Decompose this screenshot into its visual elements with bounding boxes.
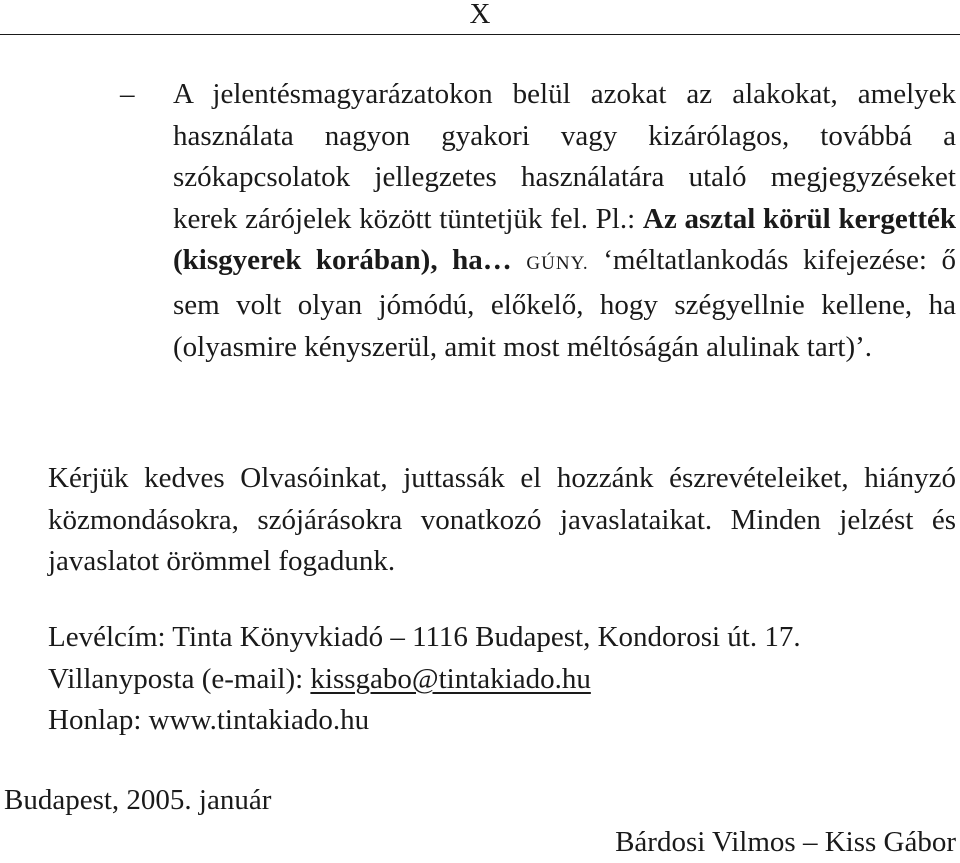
homepage-line: Honlap: www.tintakiado.hu [48,704,370,736]
usage-note [120,74,956,368]
list-dash: – [120,78,135,110]
contact-block [48,617,960,742]
header-rule [0,34,960,35]
page-number: X [469,0,491,30]
email-link[interactable]: kissgabo@tintakiado.hu [310,662,591,695]
usage-note-intro: A jelentésmagyarázatokon belül azokat az alakokat, amelyek használata nagyon gyakori vagy kizárólagos, továbbá a szókapcsolatok jellegzetes használatára utaló megjegyzéseket kerek zárójelek között tüntetjük fel. Pl.: [173,78,956,235]
email-label: Villanyposta (e-mail): [48,662,304,695]
authors-signature: Bárdosi Vilmos – Kiss Gábor [615,826,956,858]
email-line [48,659,960,701]
example-phrase: Az asztal körül kergették (kisgyerek korában), ha… [173,202,957,277]
example-explanation: ‘méltatlankodás kifejezése: ő sem volt olyan jómódú, előkelő, hogy szégyellnie kellene, ha (olyasmire kényszerül, amit most méltóságán alulinak tart)’. [173,244,957,363]
reader-request-paragraph: Kérjük kedves Olvasóinkat, juttassák el hozzánk észrevételeiket, hiányzó közmondásokra, szójárásokra vonatkozó javaslataikat. Minden jelzést és javaslatot örömmel fogadunk. [48,462,956,578]
usage-label: GÚNY. [526,253,589,275]
usage-note-text [173,74,956,368]
postal-address: Levélcím: Tinta Könyvkiadó – 1116 Budapest, Kondorosi út. 17. [48,621,801,653]
date-line: Budapest, 2005. január [4,784,272,816]
